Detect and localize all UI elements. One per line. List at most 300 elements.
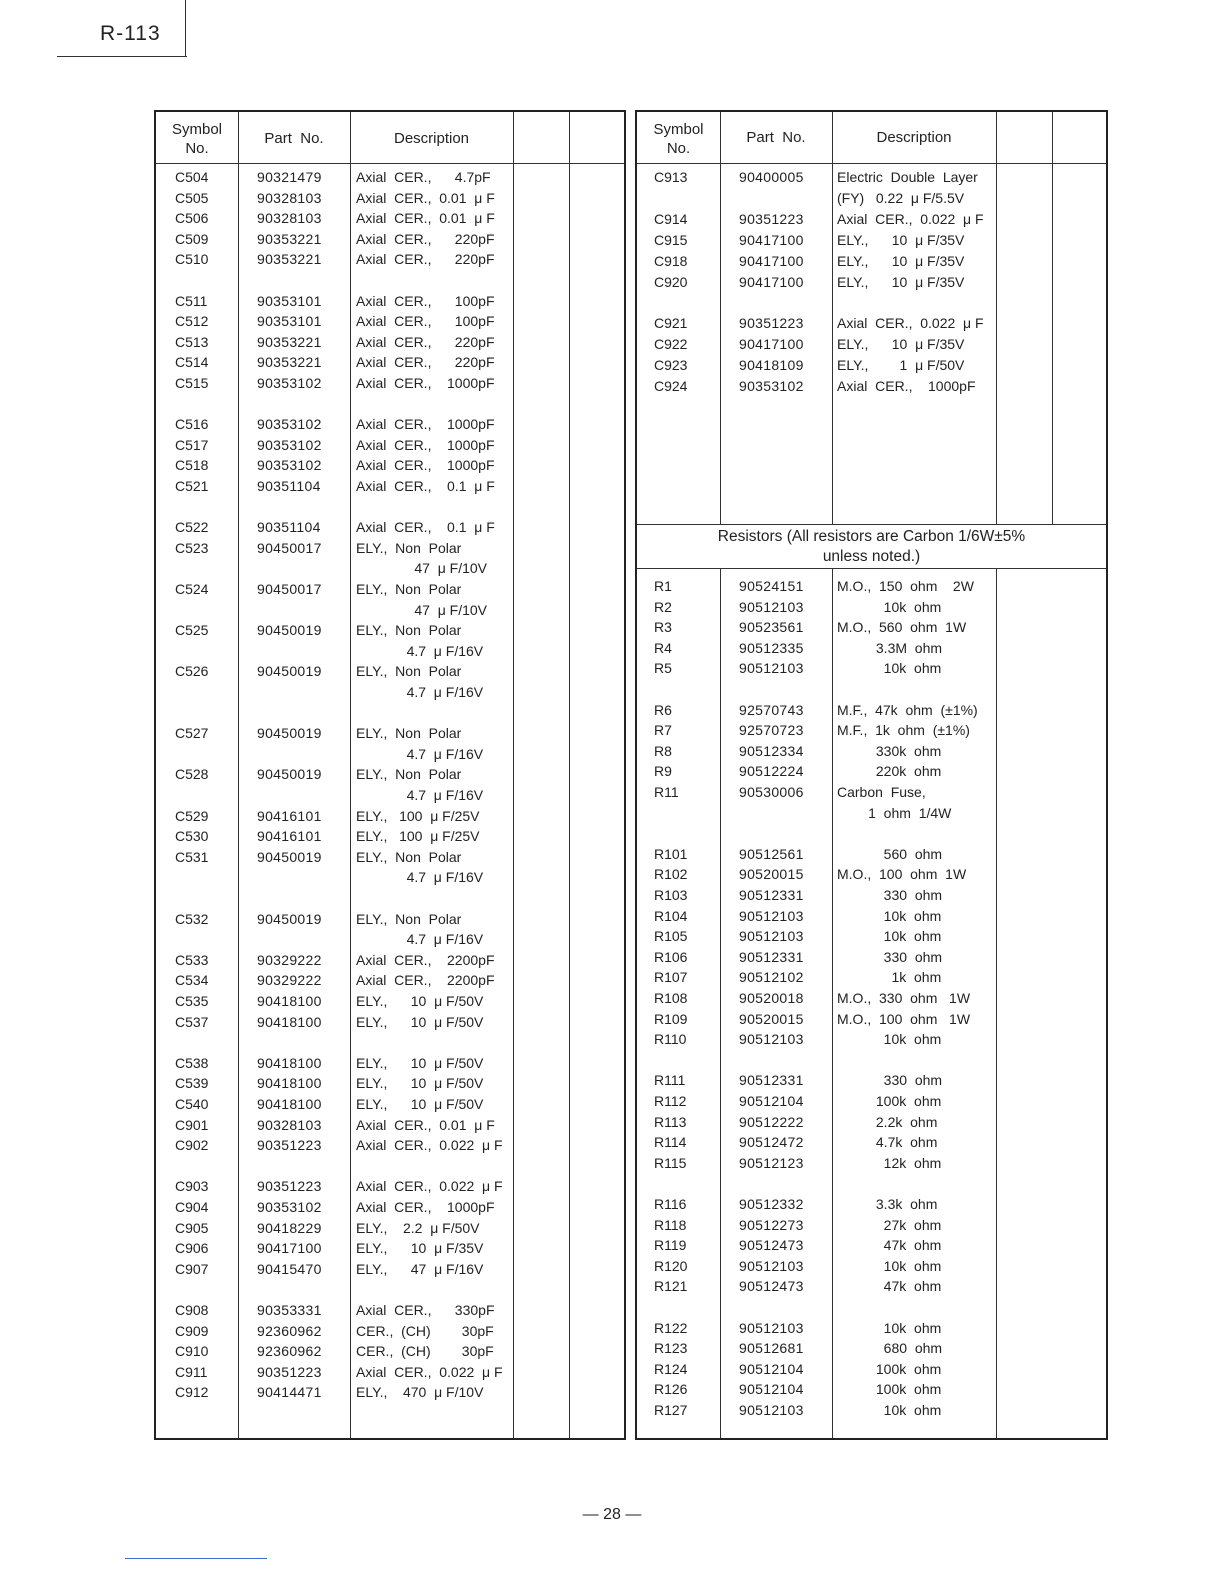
table-row xyxy=(637,1256,1106,1276)
symbol-cell: C922 xyxy=(654,336,688,353)
table-row xyxy=(637,1235,1106,1255)
part-no-cell: 90520015 xyxy=(739,1010,804,1027)
part-no-cell: 90512331 xyxy=(739,887,804,903)
symbol-cell: C505 xyxy=(175,189,209,206)
symbol-cell: C523 xyxy=(175,539,209,556)
description-cell: 4.7 μ F/16V xyxy=(356,642,484,659)
table-row xyxy=(156,373,624,393)
description-cell: 3.3k ohm xyxy=(837,1196,938,1212)
part-no-cell: 90512331 xyxy=(739,1072,804,1089)
table-row xyxy=(156,497,624,517)
model-label: R-113 xyxy=(100,22,161,45)
part-no-cell: 90353101 xyxy=(257,292,322,309)
symbol-cell: C903 xyxy=(175,1178,209,1195)
part-no-cell: 90353221 xyxy=(257,251,322,268)
table-row xyxy=(637,700,1106,720)
table-row xyxy=(637,1276,1106,1296)
symbol-cell: C528 xyxy=(175,766,209,783)
table-row xyxy=(637,1153,1106,1173)
table-row xyxy=(637,1132,1106,1152)
part-no-cell: 92360962 xyxy=(257,1322,322,1339)
table-row xyxy=(156,435,624,455)
symbol-cell: R124 xyxy=(654,1360,688,1377)
table-row xyxy=(637,1215,1106,1235)
table-row xyxy=(156,1135,624,1155)
description-cell: ELY., 10 μ F/35V xyxy=(837,336,965,353)
description-cell: CER., (CH) 30pF xyxy=(356,1343,494,1360)
part-no-cell: 90450019 xyxy=(257,848,322,865)
part-no-cell: 90512103 xyxy=(739,1319,804,1336)
description-cell: Axial CER., 0.022 μ F xyxy=(356,1178,503,1195)
table-row xyxy=(156,1259,624,1279)
table-row xyxy=(637,864,1106,884)
symbol-cell: C909 xyxy=(175,1322,209,1339)
description-cell: M.F., 1k ohm (±1%) xyxy=(837,722,970,739)
part-no-cell: 90353102 xyxy=(257,457,322,474)
part-no-cell: 90450019 xyxy=(257,725,322,742)
symbol-cell: R110 xyxy=(654,1031,687,1048)
part-no-cell: 90417100 xyxy=(739,273,804,290)
part-no-cell: 90512561 xyxy=(739,845,804,862)
table-row xyxy=(637,617,1106,637)
part-no-cell: 92360962 xyxy=(257,1343,322,1360)
description-cell: 10k ohm xyxy=(837,1319,942,1336)
symbol-cell: C901 xyxy=(175,1116,209,1133)
symbol-cell: C506 xyxy=(175,210,209,227)
part-no-cell: 90512103 xyxy=(739,660,804,677)
table-row xyxy=(637,251,1106,271)
part-no-cell: 90520018 xyxy=(739,990,804,1006)
description-cell: 10k ohm xyxy=(837,598,942,615)
description-cell: 330 ohm xyxy=(837,948,943,965)
symbol-cell: R112 xyxy=(654,1093,687,1109)
table-row xyxy=(156,167,624,187)
part-no-cell: 90351104 xyxy=(257,519,321,536)
part-no-cell: 90450019 xyxy=(257,663,322,680)
description-cell: 1 ohm 1/4W xyxy=(837,804,952,821)
part-no-cell: 90415470 xyxy=(257,1260,322,1277)
part-no-cell: 90524151 xyxy=(739,578,804,594)
header-part-no: Part No. xyxy=(746,129,806,146)
part-no-cell: 90353221 xyxy=(257,230,322,247)
description-cell: 47 μ F/10V xyxy=(356,560,488,577)
description-cell: Carbon Fuse, xyxy=(837,784,926,800)
table-row xyxy=(637,272,1106,292)
symbol-cell: C513 xyxy=(175,333,209,350)
symbol-cell: C530 xyxy=(175,828,209,845)
table-row xyxy=(637,1050,1106,1070)
description-cell: ELY., 10 μ F/50V xyxy=(356,1054,484,1071)
table-row xyxy=(156,723,624,743)
symbol-cell: C515 xyxy=(175,375,209,391)
table-row xyxy=(156,1032,624,1052)
part-no-cell: 90512103 xyxy=(739,1031,804,1048)
symbol-cell: C526 xyxy=(175,663,209,680)
table-row xyxy=(156,188,624,208)
description-cell: M.O., 150 ohm 2W xyxy=(837,578,974,594)
table-row xyxy=(637,720,1106,740)
table-row xyxy=(156,517,624,537)
symbol-cell: C913 xyxy=(654,169,688,185)
table-row xyxy=(637,188,1106,208)
part-no-cell: 90512224 xyxy=(739,763,804,780)
part-no-cell: 90329222 xyxy=(257,951,322,968)
table-row xyxy=(156,208,624,228)
part-no-cell: 90512681 xyxy=(739,1340,804,1357)
description-cell: 3.3M ohm xyxy=(837,639,943,656)
symbol-cell: C524 xyxy=(175,581,209,597)
part-no-cell: 90512335 xyxy=(739,639,804,656)
table-row xyxy=(637,1379,1106,1399)
section-divider xyxy=(637,568,1106,569)
symbol-cell: R8 xyxy=(654,742,672,759)
part-no-cell: 90321479 xyxy=(257,169,322,185)
symbol-cell: R123 xyxy=(654,1340,688,1357)
symbol-cell: C923 xyxy=(654,357,688,374)
table-row xyxy=(156,600,624,620)
table-row xyxy=(637,803,1106,823)
description-cell: Axial CER., 220pF xyxy=(356,333,495,350)
description-cell: Axial CER., 0.01 μ F xyxy=(356,1116,495,1133)
table-row xyxy=(156,1382,624,1402)
description-cell: 4.7 μ F/16V xyxy=(356,869,484,886)
description-cell: Axial CER., 1000pF xyxy=(356,1199,495,1215)
part-no-cell: 90512273 xyxy=(739,1216,804,1233)
description-cell: 10k ohm xyxy=(837,907,942,924)
header-description: Description xyxy=(876,129,952,146)
symbol-cell: R2 xyxy=(654,598,672,615)
part-no-cell: 90512103 xyxy=(739,1257,804,1274)
table-row xyxy=(156,476,624,496)
part-no-cell: 90530006 xyxy=(739,784,804,800)
table-row xyxy=(156,1115,624,1135)
description-cell: ELY., 10 μ F/50V xyxy=(356,1013,484,1030)
description-cell: ELY., 1 μ F/50V xyxy=(837,357,965,374)
part-no-cell: 90512104 xyxy=(739,1093,804,1109)
symbol-cell: C904 xyxy=(175,1199,209,1215)
description-cell: ELY., Non Polar xyxy=(356,725,462,742)
part-no-cell: 90353102 xyxy=(257,416,322,433)
part-no-cell: 90328103 xyxy=(257,210,322,227)
symbol-cell: R107 xyxy=(654,969,688,986)
part-no-cell: 90512331 xyxy=(739,948,804,965)
header-divider xyxy=(637,163,1106,164)
description-cell: Axial CER., 220pF xyxy=(356,251,495,268)
symbol-cell: C527 xyxy=(175,725,209,742)
symbol-cell: R115 xyxy=(654,1154,687,1171)
description-cell: Electric Double Layer xyxy=(837,169,978,185)
part-no-cell: 90353101 xyxy=(257,313,322,330)
table-row xyxy=(637,1091,1106,1111)
table-row xyxy=(637,1338,1106,1358)
part-no-cell: 90351104 xyxy=(257,478,321,494)
description-cell: 47 μ F/10V xyxy=(356,601,488,618)
part-no-cell: 90353221 xyxy=(257,333,322,350)
symbol-cell: C908 xyxy=(175,1302,209,1318)
part-no-cell: 90512332 xyxy=(739,1196,804,1212)
symbol-cell: C514 xyxy=(175,354,209,371)
table-row xyxy=(156,764,624,784)
description-cell: 680 ohm xyxy=(837,1340,943,1357)
description-cell: ELY., 470 μ F/10V xyxy=(356,1384,484,1401)
table-row xyxy=(637,947,1106,967)
table-row xyxy=(156,1094,624,1114)
description-cell: Axial CER., 1000pF xyxy=(356,436,495,453)
part-no-cell: 90400005 xyxy=(739,169,804,185)
symbol-cell: C906 xyxy=(175,1240,209,1257)
table-row xyxy=(156,558,624,578)
symbol-cell: R101 xyxy=(654,845,688,862)
description-cell: ELY., 10 μ F/35V xyxy=(356,1240,484,1257)
table-row xyxy=(156,1279,624,1299)
description-cell: Axial CER., 1000pF xyxy=(356,375,495,391)
part-no-cell: 90414471 xyxy=(257,1384,322,1401)
part-no-cell: 90512103 xyxy=(739,928,804,945)
symbol-cell: C918 xyxy=(654,252,688,269)
description-cell: ELY., Non Polar xyxy=(356,663,462,680)
part-no-cell: 90523561 xyxy=(739,619,804,636)
symbol-cell: R121 xyxy=(654,1278,688,1295)
part-no-cell: 90353102 xyxy=(257,375,322,391)
part-no-cell: 90418100 xyxy=(257,1013,322,1030)
parts-table-left xyxy=(154,110,626,1440)
part-no-cell: 90328103 xyxy=(257,1116,322,1133)
description-cell: Axial CER., 0.022 μ F xyxy=(837,315,984,332)
description-cell: M.F., 47k ohm (±1%) xyxy=(837,701,978,718)
table-row xyxy=(156,1053,624,1073)
table-row xyxy=(156,229,624,249)
symbol-cell: C540 xyxy=(175,1096,209,1112)
description-cell: CER., (CH) 30pF xyxy=(356,1322,494,1339)
description-cell: Axial CER., 0.022 μ F xyxy=(356,1137,503,1154)
part-no-cell: 90512123 xyxy=(739,1154,804,1171)
description-cell: Axial CER., 1000pF xyxy=(356,416,495,433)
description-cell: Axial CER., 1000pF xyxy=(356,457,495,474)
table-row xyxy=(156,1197,624,1217)
table-row xyxy=(156,703,624,723)
part-no-cell: 90512104 xyxy=(739,1381,804,1398)
table-row xyxy=(637,597,1106,617)
table-row xyxy=(156,682,624,702)
description-cell: 2.2k ohm xyxy=(837,1113,938,1130)
table-row xyxy=(637,885,1106,905)
symbol-cell: R1 xyxy=(654,578,672,594)
symbol-cell: R106 xyxy=(654,948,688,965)
table-row xyxy=(156,1156,624,1176)
table-row xyxy=(637,313,1106,333)
symbol-cell: C907 xyxy=(175,1260,209,1277)
symbol-cell: R126 xyxy=(654,1381,688,1398)
table-row xyxy=(637,741,1106,761)
table-row xyxy=(156,1321,624,1341)
symbol-cell: C509 xyxy=(175,230,209,247)
description-cell: Axial CER., 330pF xyxy=(356,1302,495,1318)
part-no-cell: 90520015 xyxy=(739,866,804,883)
symbol-cell: R9 xyxy=(654,763,672,780)
symbol-cell: C521 xyxy=(175,478,209,494)
part-no-cell: 90351223 xyxy=(257,1137,322,1154)
part-no-cell: 90353331 xyxy=(257,1302,322,1318)
table-row xyxy=(637,658,1106,678)
part-no-cell: 90417100 xyxy=(739,231,804,248)
symbol-cell: C531 xyxy=(175,848,209,865)
table-row xyxy=(156,1176,624,1196)
description-cell: (FY) 0.22 μ F/5.5V xyxy=(837,189,965,206)
header-divider xyxy=(156,163,624,164)
table-row xyxy=(156,888,624,908)
description-cell: Axial CER., 2200pF xyxy=(356,951,495,968)
symbol-cell: C522 xyxy=(175,519,209,536)
description-cell: M.O., 330 ohm 1W xyxy=(837,990,971,1006)
header-part-no: Part No. xyxy=(264,130,324,147)
part-no-cell: 90418100 xyxy=(257,1075,322,1092)
part-no-cell: 90512334 xyxy=(739,742,804,759)
part-no-cell: 90353102 xyxy=(257,436,322,453)
description-cell: 10k ohm xyxy=(837,1031,942,1048)
description-cell: ELY., Non Polar xyxy=(356,622,462,639)
part-no-cell: 90351223 xyxy=(739,315,804,332)
symbol-cell: R103 xyxy=(654,887,688,903)
description-cell: Axial CER., 0.1 μ F xyxy=(356,519,495,536)
table-row xyxy=(637,844,1106,864)
table-row xyxy=(156,352,624,372)
table-row xyxy=(156,332,624,352)
part-no-cell: 90512472 xyxy=(739,1134,804,1151)
table-row xyxy=(637,334,1106,354)
symbol-cell: R104 xyxy=(654,907,688,924)
part-no-cell: 92570743 xyxy=(739,701,804,718)
table-row xyxy=(637,292,1106,312)
symbol-cell: C911 xyxy=(175,1363,208,1380)
description-cell: M.O., 100 ohm 1W xyxy=(837,866,967,883)
part-no-cell: 90416101 xyxy=(257,807,322,824)
description-cell: 1k ohm xyxy=(837,969,942,986)
table-row xyxy=(637,1070,1106,1090)
description-cell: ELY., 100 μ F/25V xyxy=(356,828,480,845)
part-no-cell: 90353221 xyxy=(257,354,322,371)
description-cell: Axial CER., 100pF xyxy=(356,292,495,309)
symbol-cell: C539 xyxy=(175,1075,209,1092)
table-row xyxy=(637,906,1106,926)
description-cell: ELY., 2.2 μ F/50V xyxy=(356,1219,480,1236)
bottom-rule xyxy=(125,1558,267,1559)
description-cell: 10k ohm xyxy=(837,1257,942,1274)
symbol-cell: C538 xyxy=(175,1054,209,1071)
table-row xyxy=(156,249,624,269)
table-row xyxy=(637,967,1106,987)
symbol-cell: C529 xyxy=(175,807,209,824)
table-row xyxy=(637,1359,1106,1379)
table-row xyxy=(156,785,624,805)
symbol-cell: C914 xyxy=(654,210,688,227)
table-row xyxy=(156,311,624,331)
model-underline xyxy=(57,56,187,57)
description-cell: 12k ohm xyxy=(837,1154,942,1171)
description-cell: 10k ohm xyxy=(837,928,942,945)
table-row xyxy=(637,823,1106,843)
symbol-cell: C504 xyxy=(175,169,209,185)
table-row xyxy=(156,620,624,640)
symbol-cell: C532 xyxy=(175,910,209,927)
table-row xyxy=(637,355,1106,375)
description-cell: Axial CER., 0.01 μ F xyxy=(356,189,495,206)
description-cell: ELY., Non Polar xyxy=(356,581,462,597)
description-cell: M.O., 100 ohm 1W xyxy=(837,1010,971,1027)
table-row xyxy=(637,209,1106,229)
symbol-cell: C535 xyxy=(175,993,209,1009)
symbol-cell: C533 xyxy=(175,951,209,968)
resistors-heading: Resistors (All resistors are Carbon 1/6W±5% unless noted.) xyxy=(717,528,1026,565)
table-row xyxy=(637,167,1106,187)
symbol-cell: R7 xyxy=(654,722,672,739)
table-row xyxy=(156,970,624,990)
part-no-cell: 90450019 xyxy=(257,622,322,639)
part-no-cell: 90418229 xyxy=(257,1219,322,1236)
table-row xyxy=(156,579,624,599)
table-row xyxy=(156,394,624,414)
part-no-cell: 90512103 xyxy=(739,598,804,615)
table-row xyxy=(156,1238,624,1258)
part-no-cell: 90512473 xyxy=(739,1237,804,1254)
symbol-cell: C921 xyxy=(654,315,688,332)
header-description: Description xyxy=(393,130,470,147)
part-no-cell: 90450019 xyxy=(257,766,322,783)
symbol-cell: R119 xyxy=(654,1237,687,1254)
part-no-cell: 90329222 xyxy=(257,972,322,989)
symbol-cell: C534 xyxy=(175,972,209,989)
table-row xyxy=(156,826,624,846)
description-cell: Axial CER., 220pF xyxy=(356,354,495,371)
part-no-cell: 90353102 xyxy=(739,378,804,394)
symbol-cell: C511 xyxy=(175,292,208,309)
table-row xyxy=(156,744,624,764)
table-row xyxy=(637,376,1106,396)
symbol-cell: C512 xyxy=(175,313,209,330)
part-no-cell: 90418100 xyxy=(257,1054,322,1071)
table-row xyxy=(637,1400,1106,1420)
header-symbol: Symbol No. xyxy=(171,121,223,157)
part-no-cell: 90418100 xyxy=(257,993,322,1009)
model-divider xyxy=(185,0,186,57)
description-cell: 4.7 μ F/16V xyxy=(356,787,484,803)
symbol-cell: C915 xyxy=(654,231,688,248)
description-cell: ELY., 10 μ F/35V xyxy=(837,273,965,290)
table-row xyxy=(156,1012,624,1032)
symbol-cell: R116 xyxy=(654,1196,687,1212)
part-no-cell: 90450017 xyxy=(257,581,322,597)
table-row xyxy=(637,761,1106,781)
description-cell: 330 ohm xyxy=(837,887,943,903)
page-number: — 28 — xyxy=(582,1506,642,1523)
table-row xyxy=(156,291,624,311)
symbol-cell: C912 xyxy=(175,1384,209,1401)
description-cell: ELY., 10 μ F/35V xyxy=(837,252,965,269)
description-cell: Axial CER., 1000pF xyxy=(837,378,976,394)
header-symbol: Symbol No. xyxy=(653,121,704,157)
part-no-cell: 90351223 xyxy=(739,210,804,227)
symbol-cell: C510 xyxy=(175,251,209,268)
description-cell: ELY., 10 μ F/50V xyxy=(356,993,484,1009)
symbol-cell: C525 xyxy=(175,622,209,639)
symbol-cell: R114 xyxy=(654,1134,687,1151)
symbol-cell: C924 xyxy=(654,378,688,394)
description-cell: ELY., Non Polar xyxy=(356,910,462,927)
table-row xyxy=(156,909,624,929)
symbol-cell: R102 xyxy=(654,866,688,883)
description-cell: Axial CER., 0.022 μ F xyxy=(837,210,984,227)
description-cell: Axial CER., 4.7pF xyxy=(356,169,491,185)
table-row xyxy=(156,414,624,434)
